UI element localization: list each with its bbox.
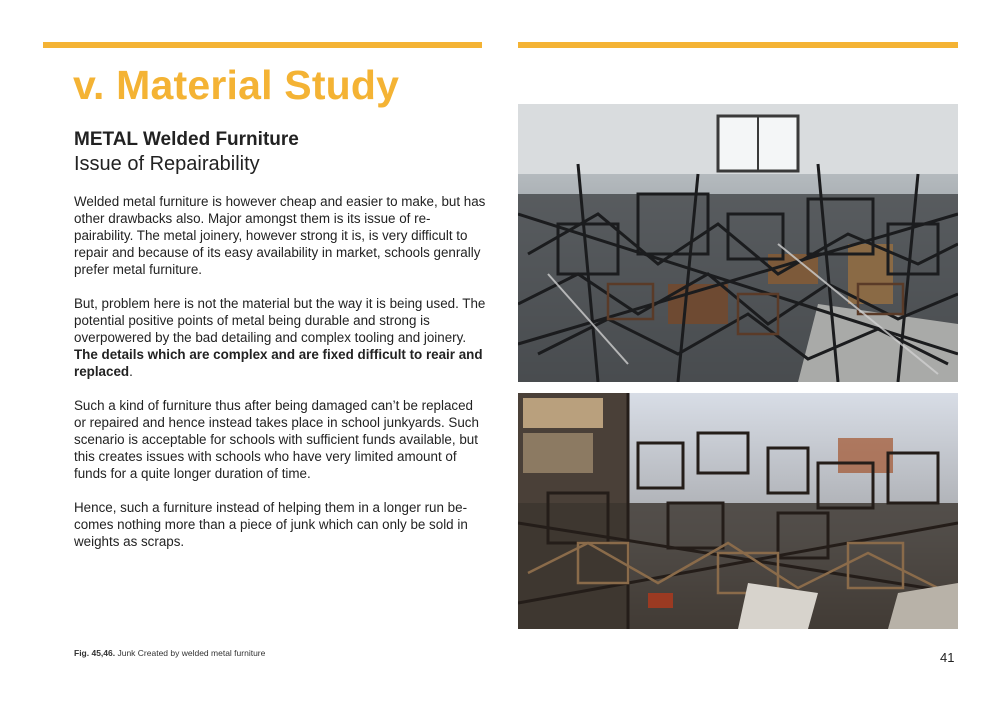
header-rule-right: [518, 42, 958, 48]
photo-junk-furniture-2: [518, 393, 958, 629]
paragraph-2-end: .: [129, 364, 133, 379]
paragraph-1: Welded metal furniture is however cheap and easier to make, but has other drawbacks also. Major amongst them is its issue of re-pairability. The metal joinery, however strong it is, is very difficult to repair and because of its easy availability in market, schools genrally prefer metal furniture.: [74, 194, 486, 277]
caption-text: Junk Created by welded metal furniture: [115, 648, 266, 658]
body-text: [74, 193, 486, 567]
subtitle-secondary: Issue of Repairability: [74, 153, 260, 175]
paragraph-2-text: But, problem here is not the material but the way it is being used. The potential positive points of metal being durable and strong is overpowered by the bad detailing and complex tooling and joinery.: [74, 296, 486, 345]
photo-2-illustration: [518, 393, 958, 629]
paragraph-2: [74, 295, 486, 380]
paragraph-3: Such a kind of furniture thus after being damaged can’t be replaced or repaired and hence instead takes place in school junkyards. Such scenario is acceptable for schools with sufficient funds available, but this creates issues with schools who have very limited amount of funds for a quite longer duration of time.: [74, 398, 479, 481]
photo-1-illustration: [518, 104, 958, 382]
subtitle: METAL Welded Furniture: [74, 129, 299, 150]
caption-label: Fig. 45,46.: [74, 648, 116, 658]
header-rule-left: [43, 42, 482, 48]
section-title: v. Material Study: [73, 62, 400, 108]
photo-junk-furniture-1: [518, 104, 958, 382]
paragraph-4: Hence, such a furniture instead of helping them in a longer run be-comes nothing more than a piece of junk which can only be sold in weights as scraps.: [74, 500, 468, 549]
paragraph-2-emphasis: The details which are complex and are fixed difficult to reair and replaced: [74, 347, 483, 379]
figure-caption: [74, 648, 265, 658]
page-number: 41: [940, 650, 955, 665]
